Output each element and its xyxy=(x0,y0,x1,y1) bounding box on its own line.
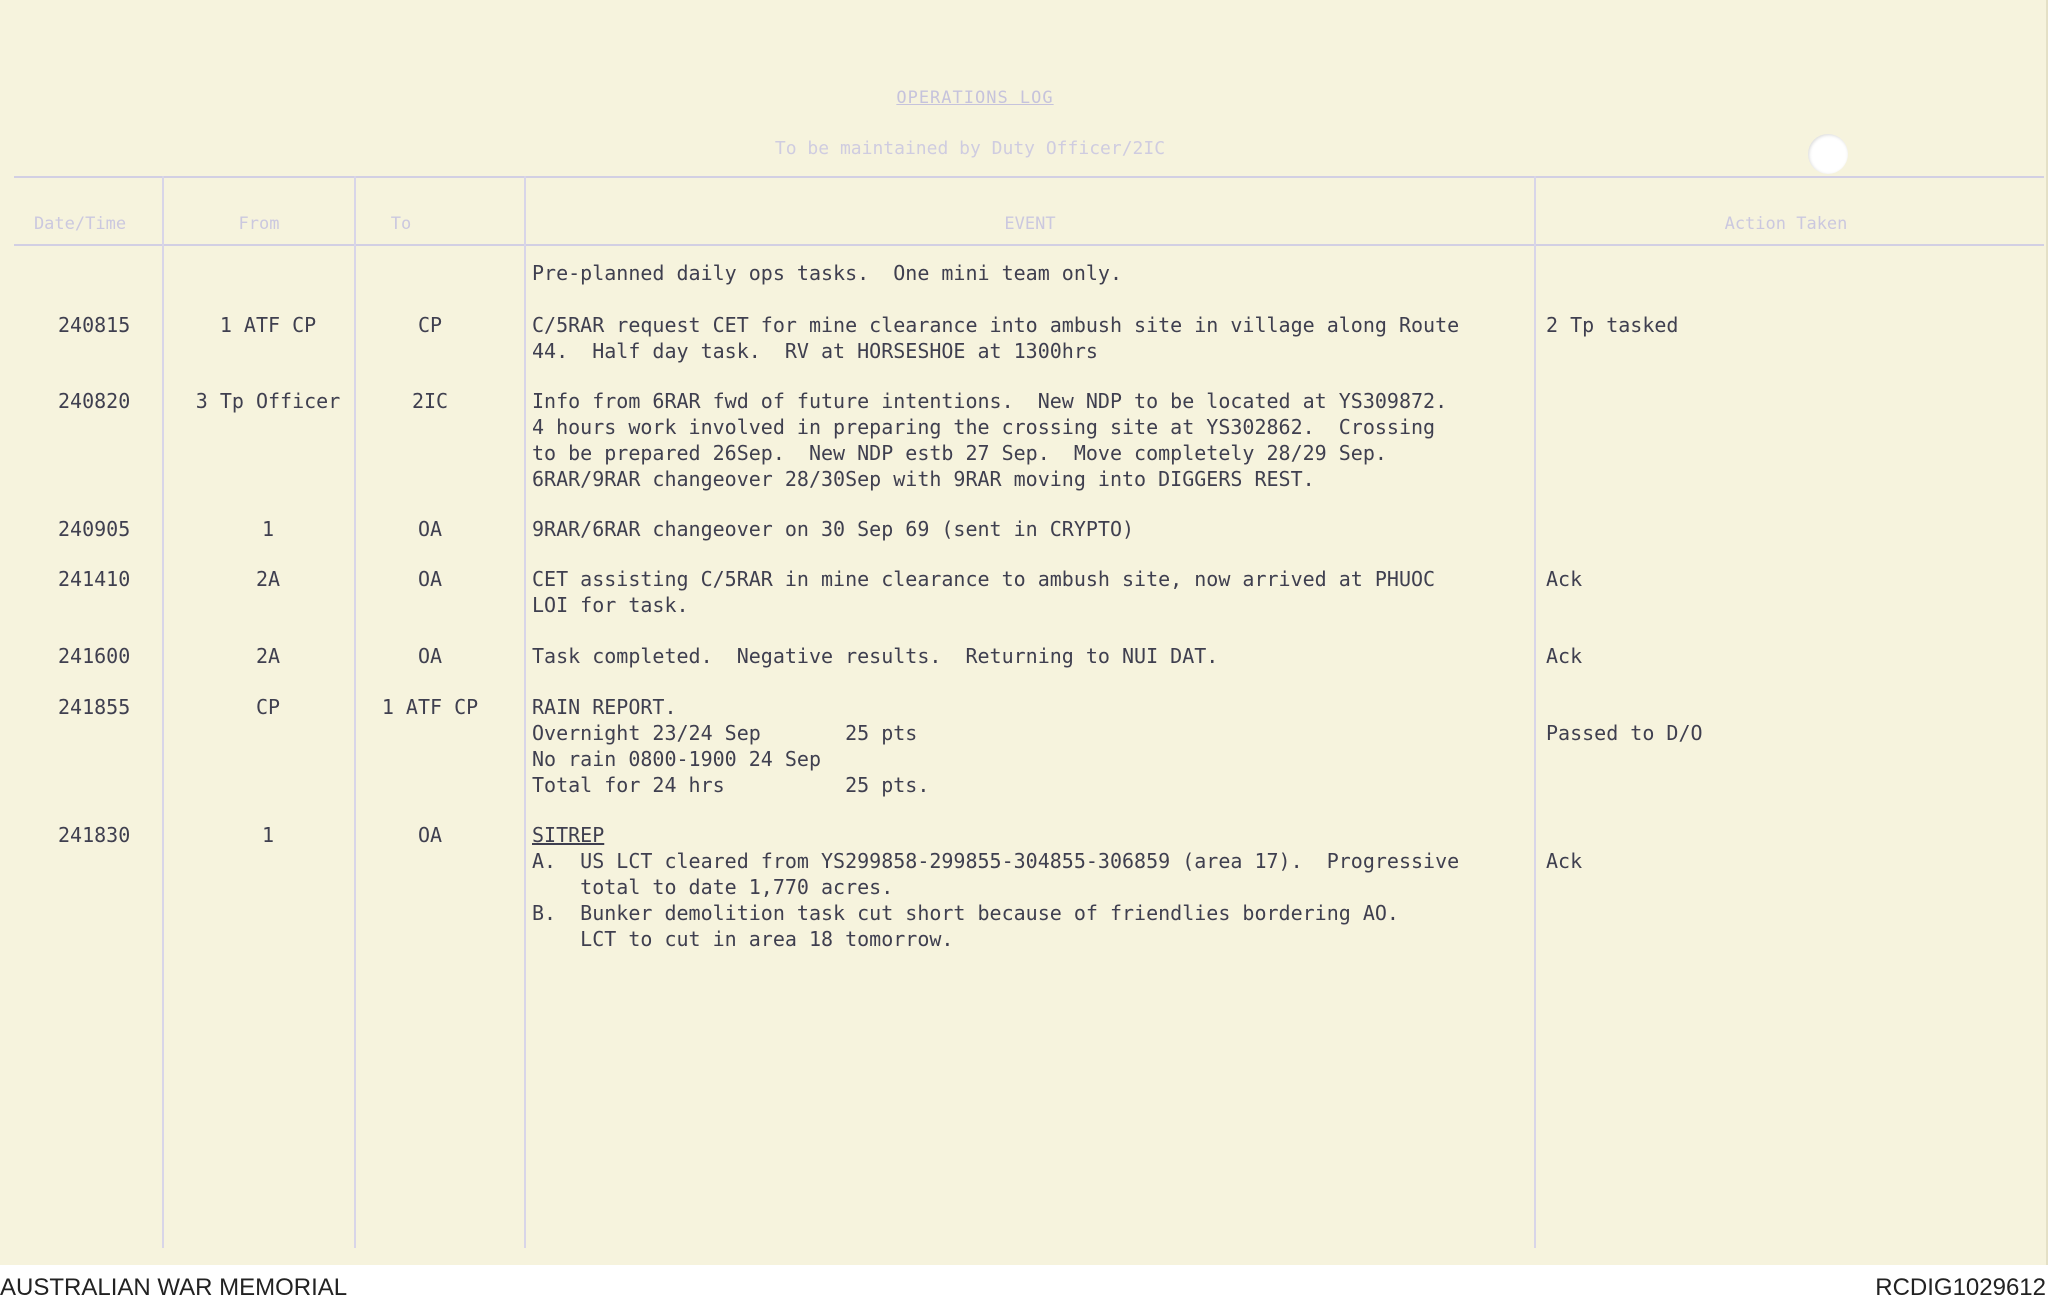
log-entry-dtg: 241830 xyxy=(58,823,131,847)
table-top-rule xyxy=(14,176,2044,178)
log-entry-to: 1 ATF CP xyxy=(381,695,479,719)
log-entry-action: 2 Tp tasked xyxy=(1546,313,1679,337)
column-header-action: Action Taken xyxy=(1724,214,1848,234)
log-entry-to: CP xyxy=(417,313,443,337)
log-entry-dtg: 240815 xyxy=(58,313,131,337)
log-entry-dtg: 240820 xyxy=(58,389,131,413)
log-entry-event: Info from 6RAR fwd of future intentions. New NDP to be located at YS309872. 4 hours work involved in preparing the crossing site at YS302862. Crossing to be prepared 26Sep. New NDP estb 27 Sep. Move completely 28/29 Sep. 6RAR/9RAR changeover 28/30Sep with 9RAR moving into DIGGERS REST. xyxy=(532,389,1448,491)
footer-record-id: RCDIG1029612 xyxy=(1875,1274,2046,1301)
log-entry-from: 1 xyxy=(261,823,275,847)
log-entry-to: OA xyxy=(417,644,443,668)
log-entry-action: Ack xyxy=(1546,849,1583,873)
column-divider xyxy=(1534,176,1536,1248)
log-entry-event: Pre-planned daily ops tasks. One mini team only. xyxy=(532,261,1123,285)
log-entry-dtg: 241600 xyxy=(58,644,131,668)
punch-hole xyxy=(1808,134,1848,174)
column-header-to: To xyxy=(390,214,412,234)
log-entry-event: C/5RAR request CET for mine clearance into ambush site in village along Route 44. Half day task. RV at HORSESHOE at 1300hrs xyxy=(532,313,1460,363)
form-title: OPERATIONS LOG xyxy=(896,88,1054,108)
header-rule xyxy=(14,244,2044,246)
footer-institution: AUSTRALIAN WAR MEMORIAL xyxy=(0,1274,348,1301)
column-header-from: From xyxy=(238,214,280,234)
log-entry-event: A. US LCT cleared from YS299858-299855-304855-306859 (area 17). Progressive total to date 1,770 acres. B. Bunker demolition task cut short because of friendlies bordering AO. LCT to cut in area 18 tomorrow. xyxy=(532,849,1460,951)
log-entry-action: Ack xyxy=(1546,644,1583,668)
log-entry-event-heading: SITREP xyxy=(532,823,605,847)
log-entry-event: Task completed. Negative results. Returning to NUI DAT. xyxy=(532,644,1219,668)
form-subtitle: To be maintained by Duty Officer/2IC xyxy=(774,138,1166,159)
log-entry-to: OA xyxy=(417,823,443,847)
log-entry-from: CP xyxy=(255,695,281,719)
column-header-event: EVENT xyxy=(1004,214,1056,234)
log-entry-to: OA xyxy=(417,517,443,541)
log-entry-dtg: 241410 xyxy=(58,567,131,591)
log-entry-from: 3 Tp Officer xyxy=(195,389,341,413)
log-entry-from: 2A xyxy=(255,567,281,591)
log-entry-from: 1 xyxy=(261,517,275,541)
log-entry-from: 1 ATF CP xyxy=(219,313,317,337)
log-entry-event: CET assisting C/5RAR in mine clearance to ambush site, now arrived at PHUOC LOI for task. xyxy=(532,567,1436,617)
log-entry-event: RAIN REPORT. Overnight 23/24 Sep 25 pts No rain 0800-1900 24 Sep Total for 24 hrs 25 pts. xyxy=(532,695,930,797)
log-entry-action: Passed to D/O xyxy=(1546,721,1703,745)
log-entry-to: 2IC xyxy=(411,389,449,413)
log-entry-dtg: 240905 xyxy=(58,517,131,541)
log-entry-from: 2A xyxy=(255,644,281,668)
log-entry-dtg: 241855 xyxy=(58,695,131,719)
column-header-datetime: Date/Time xyxy=(33,214,127,234)
log-entry-to: OA xyxy=(417,567,443,591)
log-entry-event: 9RAR/6RAR changeover on 30 Sep 69 (sent in CRYPTO) xyxy=(532,517,1135,541)
column-divider xyxy=(524,176,526,1248)
log-entry-action: Ack xyxy=(1546,567,1583,591)
